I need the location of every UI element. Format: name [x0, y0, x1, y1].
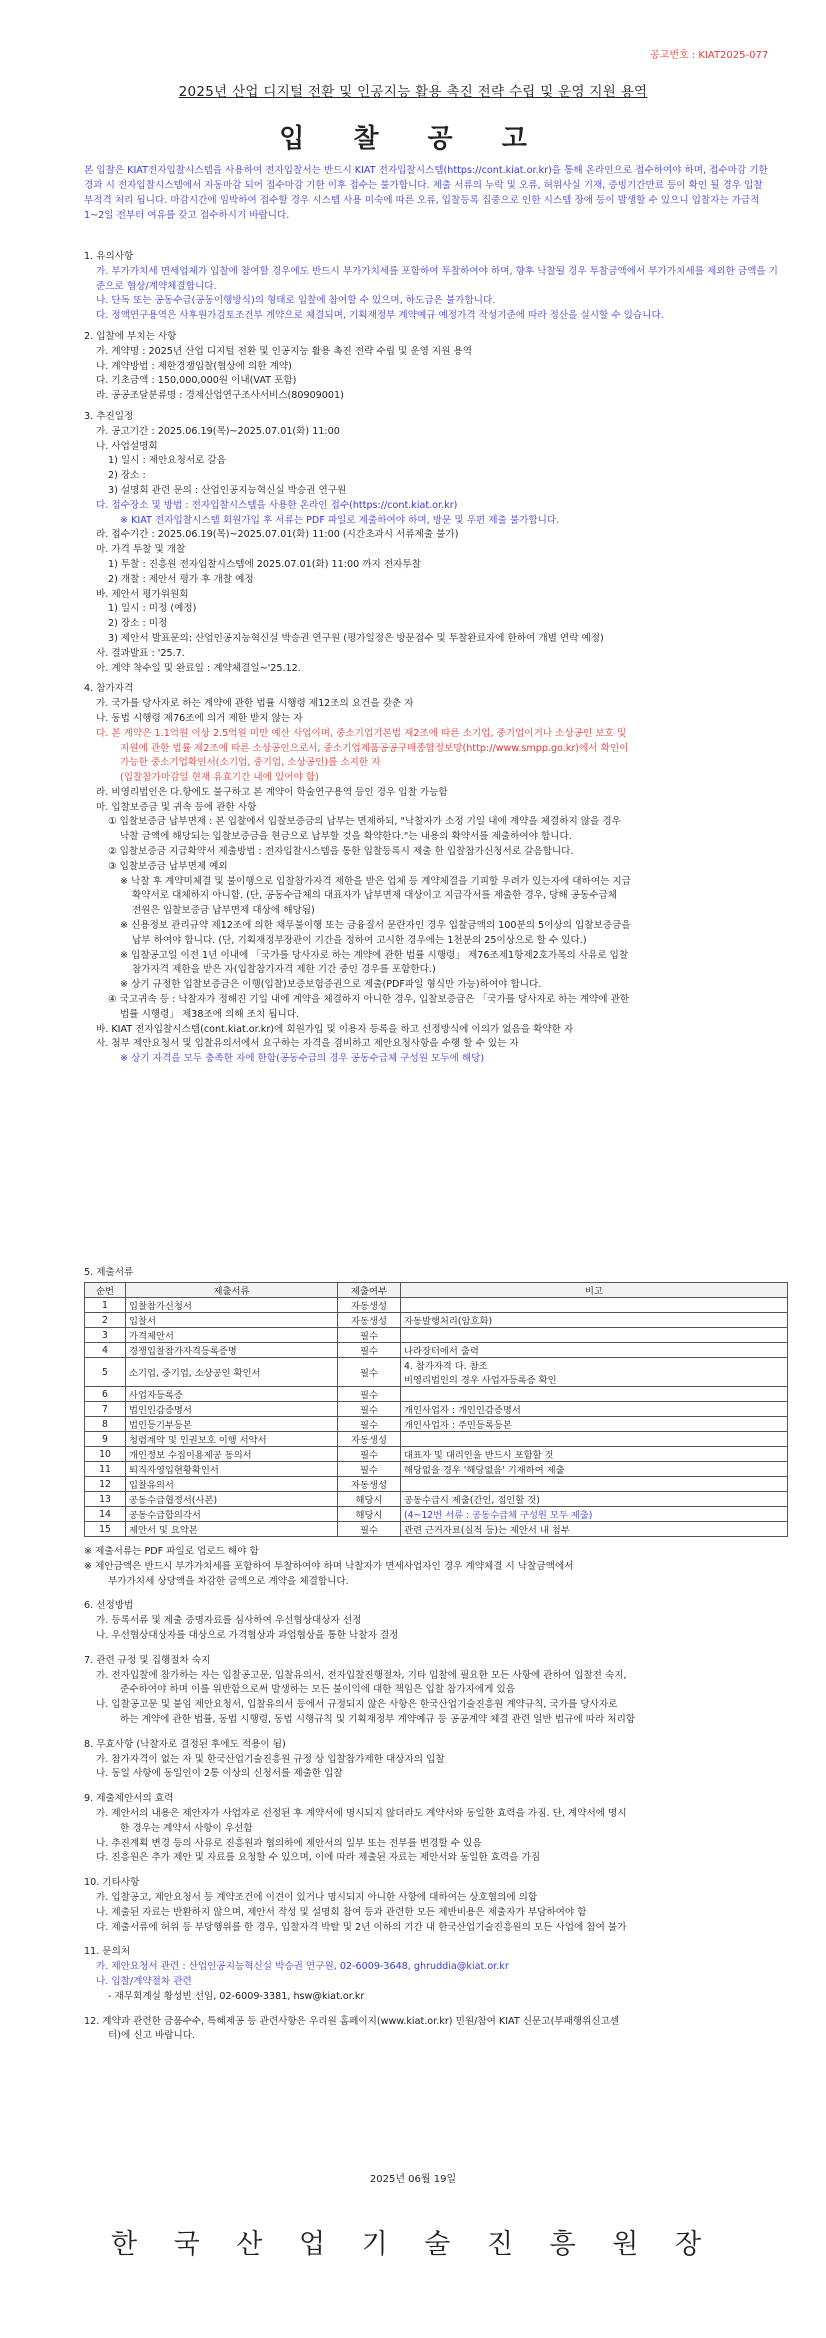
section-item: 나. 동일 사항에 동일인이 2통 이상의 신청서를 제출한 입찰	[96, 1768, 343, 1780]
table-cell: 사업자등록증	[126, 1387, 338, 1402]
section-item: 가. 제안서의 내용은 제안자가 사업자로 선정된 후 계약서에 명시되지 않더라도 계약서와 동일한 효력을 가짐. 단, 계약서에 명시	[96, 1807, 627, 1819]
section-item: 바. KIAT 전자입찰시스템(cont.kiat.or.kr)에 회원가입 및 이용자 등록을 하고 선정방식에 이의가 없음을 확약한 자	[96, 1023, 574, 1035]
table-row	[85, 1447, 788, 1462]
table-cell: 개인사업자 : 개인인감증명서	[401, 1402, 788, 1417]
section-subitem: 1) 일시 : 미정 (예정)	[108, 603, 197, 615]
table-row	[85, 1507, 788, 1522]
issue-date: 2025년 06월 19일	[369, 2174, 457, 2185]
section-heading: 6. 선정방법	[84, 1600, 134, 1612]
table-cell: 15	[85, 1522, 126, 1537]
table-cell: 입찰참가신청서	[126, 1298, 338, 1313]
table-header: 순번	[85, 1283, 126, 1298]
table-cell: 필수	[338, 1462, 401, 1477]
section-heading: 10. 기타사항	[84, 1877, 140, 1889]
section-item: 나. 입찰/계약절차 관련	[96, 1975, 192, 1987]
section-item: 다. 본 계약은 1.1억원 이상 2.5억원 미만 예산 사업이며, 중소기업기본법 제2조에 따른 소기업, 중기업이거나 소상공인 보호 및	[96, 727, 627, 739]
section-item-cont: 한 경우는 계약서 사항이 우선함	[120, 1822, 253, 1834]
section-subitem: 3) 제안서 발표문의: 산업인공지능혁신실 박승권 연구원 (평가일정은 방문접수 및 투찰완료자에 한하여 개별 연락 예정)	[108, 632, 604, 644]
table-cell: 2	[85, 1313, 126, 1328]
section-subitem: 2) 장소 :	[108, 470, 146, 482]
table-row	[85, 1343, 788, 1358]
section-heading: 9. 제출제안서의 효력	[84, 1793, 174, 1805]
section-subitem-cont: 법률 시행령」 제38조에 의해 조치 됩니다.	[120, 1008, 300, 1020]
section-subitem: ② 입찰보증금 지급확약서 제출방법 : 전자입찰시스템을 통한 입찰등록시 제출 한 입찰참가신청서로 갈음합니다.	[108, 846, 574, 858]
table-cell: 자동생성	[338, 1432, 401, 1447]
section-subitem: ④ 국고귀속 등 : 낙찰자가 정해진 기일 내에 계약을 체결하지 아니한 경우, 입찰보증금은 「국가를 당사자로 하는 계약에 관한	[108, 994, 630, 1006]
table-row	[85, 1417, 788, 1432]
table-cell: 개인정보 수집이용제공 동의서	[126, 1447, 338, 1462]
table-cell: 관련 근거자료(실적 등)는 제안서 내 첨부	[401, 1522, 788, 1537]
table-cell: 4. 참가자격 다. 참조 비영리법인의 경우 사업자등록증 확인	[401, 1358, 788, 1387]
section-item: 나. 동법 시행령 제76조에 의거 제한 받지 않는 자	[96, 712, 303, 724]
table-body	[85, 1298, 788, 1537]
table-cell: 해당없을 경우 '해당없음' 기재하여 제출	[401, 1462, 788, 1477]
section-item: 가. 등록서류 및 제출 증명자료를 심사하여 우선협상대상자 선정	[96, 1615, 362, 1627]
table-row	[85, 1462, 788, 1477]
table-cell: 필수	[338, 1358, 401, 1387]
table-cell: 자동생성	[338, 1313, 401, 1328]
section-heading: 11. 문의처	[84, 1946, 131, 1958]
table-row	[85, 1328, 788, 1343]
table-cell	[401, 1298, 788, 1313]
section-item: 마. 입찰보증금 및 귀속 등에 관한 사항	[96, 801, 257, 813]
section-item: 라. 접수기간 : 2025.06.19(목)~2025.07.01(화) 11:00 (시간초과시 서류제출 불가)	[96, 529, 459, 541]
table-cell	[401, 1477, 788, 1492]
section-item: 나. 단독 또는 공동수급(공동이행방식)의 형태로 입찰에 참여할 수 있으며, 하도급은 불가합니다.	[96, 295, 496, 307]
table-cell: 해당시	[338, 1492, 401, 1507]
section-item: 나. 우선협상대상자를 대상으로 가격협상과 과업협상을 통한 낙찰자 결정	[96, 1629, 399, 1641]
table-row	[85, 1313, 788, 1328]
issuer-signature: 한 국 산 업 기 술 진 흥 원 장	[110, 2229, 716, 2260]
table-cell: 공동수급시 제출(간인, 접인할 것)	[401, 1492, 788, 1507]
section-item: 라. 비영리법인은 다.항에도 불구하고 본 계약이 학술연구용역 등인 경우 입찰 가능함	[96, 786, 448, 798]
table-cell: 필수	[338, 1343, 401, 1358]
table-cell: 필수	[338, 1387, 401, 1402]
section-item: 다. 기초금액 : 150,000,000원 이내(VAT 포함)	[96, 375, 297, 387]
page-heading: 입 찰 공 고	[279, 124, 547, 154]
sections-5-12	[84, 1545, 784, 2044]
table-cell: 필수	[338, 1522, 401, 1537]
table-cell: 청렴계약 및 인권보호 이행 서약서	[126, 1432, 338, 1447]
table-cell: 5	[85, 1358, 126, 1387]
table-cell: 제안서 및 요약본	[126, 1522, 338, 1537]
section-heading: 5. 제출서류	[84, 1267, 134, 1278]
section-item: 가. 국가를 당사자로 하는 계약에 관한 법률 시행령 제12조의 요건을 갖춘 자	[96, 698, 414, 710]
table-cell: (4~12번 서류 : 공동수급체 구성원 모두 제출)	[401, 1507, 788, 1522]
table-cell: 11	[85, 1462, 126, 1477]
section-item: 마. 가격 투찰 및 개찰	[96, 544, 186, 556]
section-item: 바. 제안서 평가위원회	[96, 588, 189, 600]
section-note: ※ KIAT 전자입찰시스템 회원가입 후 서류는 PDF 파일로 제출하여야 하며, 방문 및 우편 제출 불가합니다.	[120, 514, 560, 526]
section-note: ※ 신용정보 관리규약 제12조에 의한 채무불이행 또는 금융질서 문란자인 경우 입찰금액의 100분의 5이상의 입찰보증금을	[120, 920, 631, 932]
table-cell: 8	[85, 1417, 126, 1432]
section-subitem: 2) 장소 : 미정	[108, 618, 168, 630]
section-item: 다. 정액연구용역은 사후원가검토조건부 계약으로 체결되며, 기획재정부 계약예규 예정가격 작성기준에 따라 정산을 실시할 수 있습니다.	[96, 310, 664, 322]
section-item: 가. 공고기간 : 2025.06.19(목)~2025.07.01(화) 11:00	[96, 425, 340, 437]
table-cell: 필수	[338, 1328, 401, 1343]
section-note: ※ 입찰공고일 이전 1년 이내에 「국가를 당사자로 하는 계약에 관한 법률 시행령」 제76조제1항제2호가목의 사유로 입찰	[120, 949, 629, 961]
table-cell: 7	[85, 1402, 126, 1417]
table-cell: 자동생성	[338, 1298, 401, 1313]
section-heading: 3. 추진일정	[84, 410, 134, 422]
section-item-cont: 하는 계약에 관한 법률, 동법 시행령, 동법 시행규칙 및 기획재정부 계약예규 등 공공계약 체결 관련 일반 법규에 따라 처리함	[120, 1713, 636, 1725]
section-note-cont: 참가자격 제한을 받은 자(입찰참가자격 제한 기간 중인 경우를 포함한다.)	[132, 964, 436, 976]
table-cell: 소기업, 중기업, 소상공인 확인서	[126, 1358, 338, 1387]
table-cell	[401, 1432, 788, 1447]
table-cell: 가격제안서	[126, 1328, 338, 1343]
section-item: 다. 제출서류에 허위 등 부당행위를 한 경우, 입찰자격 박탈 및 2년 이하의 기간 내 한국산업기술진흥원의 모든 사업에 참여 불가	[96, 1921, 627, 1933]
table-cell: 4	[85, 1343, 126, 1358]
section-subitem: 3) 설명회 관련 문의 : 산업인공지능혁신실 박승권 연구원	[108, 484, 347, 496]
section-note-cont: 납부 하여야 합니다. (단, 기획재정부장관이 기간을 정하여 고시한 경우에는 1천분의 25이상으로 할 수 있다.)	[132, 934, 587, 946]
table-cell	[401, 1387, 788, 1402]
table-cell: 10	[85, 1447, 126, 1462]
table-cell: 퇴직자영입현황확인서	[126, 1462, 338, 1477]
table-header: 제출여부	[338, 1283, 401, 1298]
table-header-row	[85, 1283, 788, 1298]
section-note-cont: 전원은 입찰보증금 납부면제 대상에 해당됨)	[132, 905, 315, 917]
sections-1-4	[84, 250, 784, 1067]
section-item: 나. 제출된 자료는 반환하지 않으며, 제안서 작성 및 설명회 참여 등과 관련한 모든 제반비용은 제출자가 부담하여야 함	[96, 1906, 587, 1918]
table-cell: 대표자 및 대리인을 반드시 포함할 것	[401, 1447, 788, 1462]
table-cell: 법인등기부등본	[126, 1417, 338, 1432]
section-note: ※ 낙찰 후 계약미체결 및 불이행으로 입찰참가자격 제한을 받은 업체 등 계약체결을 기피할 우려가 있는자에 대하여는 지급	[120, 875, 631, 887]
section-note: ※ 제안금액은 반드시 부가가치세를 포함하여 투찰하여야 하며 낙찰자가 면세사업자인 경우 계약체결 시 낙찰금액에서	[84, 1560, 574, 1572]
section-note: ※ 제출서류는 PDF 파일로 업로드 해야 함	[84, 1546, 259, 1557]
section-item: 라. 공공조달분류명 : 경제산업연구조사서비스(80909001)	[96, 390, 344, 402]
section-item: 가. 부가가치세 면세업체가 입찰에 참여할 경우에도 반드시 부가가치세를 포함하여 투찰하여야 하며, 향후 낙찰될 경우 투찰금액에서 부가가치세를 제외한 금액을 기준으로 협상/계약체결합니다.	[96, 265, 778, 292]
section-item: 나. 추진계획 변경 등의 사유로 진흥원과 협의하에 제안서의 일부 또는 전부를 변경할 수 있음	[96, 1837, 482, 1849]
section-subitem: ① 입찰보증금 납부면제 : 본 입찰에서 입찰보증금의 납부는 면제하되, "낙찰자가 소정 기일 내에 계약을 체결하지 않을 경우	[108, 816, 621, 828]
table-cell: 12	[85, 1477, 126, 1492]
table-cell: 1	[85, 1298, 126, 1313]
table-header: 비고	[401, 1283, 788, 1298]
section-item: 가. 전자입찰에 참가하는 자는 입찰공고문, 입찰유의서, 전자입찰진행절차, 기타 입찰에 필요한 모든 사항에 관하여 입찰전 숙지,	[96, 1669, 627, 1681]
section-item: 가. 계약명 : 2025년 산업 디지털 전환 및 인공지능 활용 촉진 전략 수립 및 운영 지원 용역	[96, 345, 473, 357]
section-item: 가. 참가자격이 없는 자 및 한국산업기술진흥원 규정 상 입찰참가제한 대상자의 입찰	[96, 1753, 445, 1765]
section-heading-cont: 터)에 신고 바랍니다.	[108, 2030, 196, 2042]
section-item: 나. 입찰공고문 및 붙임 제안요청서, 입찰유의서 등에서 규정되지 않은 사항은 한국산업기술진흥원 계약규칙, 국가를 당사자로	[96, 1699, 618, 1711]
table-row	[85, 1387, 788, 1402]
section-item-cont: (입찰참가마감일 현재 유효기간 내에 있어야 함)	[120, 772, 319, 784]
section-heading: 2. 입찰에 부치는 사항	[84, 330, 177, 342]
table-cell: 9	[85, 1432, 126, 1447]
intro-paragraph: 본 입찰은 KIAT전자입찰시스템을 사용하여 전자입찰서는 반드시 KIAT 전자입찰시스템(https://cont.kiat.or.kr)을 통해 온라인으로 접수하여야 하며, 접수마감 기한 경과 시 전자입찰시스템에서 자동마감 되어 접수마감 기한 이후 접수는 불가합니다. 제출 서류의 누락 및 오류, 허위사실 기재, 증빙기간만료 등이 확인 될 경우 입찰 부적격 처리 됩니다. 마감시간에 임박하여 접수할 경우 시스템 사용 미숙에 따른 오류, 입찰등록 집중으로 인한 시스템 장애 등이 발생할 수 있으니 입찰자는 가급적 1~2일 전부터 여유를 갖고 접수하시기 바랍니다.	[84, 165, 768, 221]
document-title: 2025년 산업 디지털 전환 및 인공지능 활용 촉진 전략 수립 및 운영 지원 용역	[178, 84, 648, 100]
table-cell: 해당시	[338, 1507, 401, 1522]
section-subitem: 1) 일시 : 제안요청서로 갈음	[108, 455, 226, 467]
table-cell: 6	[85, 1387, 126, 1402]
section-note-cont: 확약서로 대체하지 아니함. (단, 공동수급체의 대표자가 납부면제 대상이고 지급각서를 제출한 경우, 당해 공동수급체	[132, 890, 618, 902]
table-cell: 3	[85, 1328, 126, 1343]
section-item: 나. 계약방법 : 제한경쟁입찰(협상에 의한 계약)	[96, 360, 292, 372]
table-row	[85, 1522, 788, 1537]
section-note: ※ 상기 규정한 입찰보증금은 이행(입찰)보증보험증권으로 제출(PDF파일 형식만 가능)하여야 합니다.	[120, 979, 542, 991]
section-item: 가. 제안요청서 관련 : 산업인공지능혁신실 박승권 연구원, 02-6009-3648, ghruddia@kiat.or.kr	[96, 1961, 509, 1973]
notice-number: 공고번호 : KIAT2025-077	[650, 50, 769, 61]
section-note-cont: 부가가치세 상당액을 차감한 금액으로 계약을 체결합니다.	[108, 1575, 349, 1587]
table-cell: 나라장터에서 출력	[401, 1343, 788, 1358]
section-heading: 1. 유의사항	[84, 251, 134, 262]
section-heading: 8. 무효사항 (낙찰자로 결정된 후에도 적용이 됨)	[84, 1738, 286, 1750]
section-item: 가. 입찰공고, 제안요청서 등 계약조건에 이견이 있거나 명시되지 아니한 사항에 대하여는 상호협의에 의함	[96, 1891, 538, 1903]
section-item: 사. 첨부 제안요청서 및 입찰유의서에서 요구하는 자격을 겸비하고 제안요청사항을 수행 할 수 있는 자	[96, 1038, 519, 1050]
section-heading: 12. 계약과 관련한 금품수수, 특혜제공 등 관련사항은 우리원 홈페이지(www.kiat.or.kr) 민원/참여 KIAT 신문고(부패행위신고센	[84, 2015, 620, 2027]
table-cell: 자동발행처리(암호화)	[401, 1313, 788, 1328]
section-item-cont: 지원에 관한 법률 제2조에 따른 소상공인으로서, 중소기업제품공공구매종합정보망(http://www.smpp.go.kr)에서 확인이	[120, 742, 629, 754]
section-item-cont: 가능한 중소기업확인서(소기업, 중기업, 소상공인)를 소지한 자	[120, 757, 381, 769]
table-row	[85, 1492, 788, 1507]
section-subitem: ③ 입찰보증금 납부면제 예외	[108, 860, 228, 872]
table-cell: 공동수급협정서(사본)	[126, 1492, 338, 1507]
table-cell: 14	[85, 1507, 126, 1522]
table-cell: 법인인감증명서	[126, 1402, 338, 1417]
table-cell	[401, 1328, 788, 1343]
section-item: 나. 사업설명회	[96, 440, 158, 452]
table-cell: 필수	[338, 1402, 401, 1417]
section-subitem: - 재무회계실 황성빈 선임, 02-6009-3381, hsw@kiat.or.kr	[108, 1990, 365, 2002]
table-cell: 13	[85, 1492, 126, 1507]
section-heading: 7. 관련 규정 및 집행절차 숙지	[84, 1654, 211, 1666]
section-item-cont: 준수하여야 하며 이를 위반함으로써 발생하는 모든 불이익에 대한 책임은 입찰 참가자에게 있음	[120, 1684, 515, 1696]
table-header: 제출서류	[126, 1283, 338, 1298]
table-row	[85, 1477, 788, 1492]
section-subitem: 2) 개찰 : 제안서 평가 후 개찰 예정	[108, 573, 254, 585]
table-cell: 자동생성	[338, 1477, 401, 1492]
section-item: 다. 진흥원은 추가 제안 및 자료를 요청할 수 있으며, 이에 따라 제출된 자료는 제안서와 동일한 효력을 가짐	[96, 1852, 541, 1864]
table-row	[85, 1358, 788, 1387]
section-item: 아. 계약 착수일 및 완료일 : 계약체결일~'25.12.	[96, 662, 301, 674]
table-cell: 필수	[338, 1417, 401, 1432]
table-cell: 필수	[338, 1447, 401, 1462]
section-subitem: 1) 투찰 : 진흥원 전자입찰시스템에 2025.07.01(화) 11:00 까지 전자투찰	[108, 558, 421, 570]
section-item: 다. 접수장소 및 방법 : 전자입찰시스템을 사용한 온라인 접수(https://cont.kiat.or.kr)	[96, 499, 458, 511]
table-row	[85, 1402, 788, 1417]
submission-table	[84, 1282, 788, 1537]
table-cell: 개인사업자 : 주민등록등본	[401, 1417, 788, 1432]
section-subitem-cont: 낙찰 금액에 해당되는 입찰보증금을 현금으로 납부할 것을 확약한다."는 내용의 확약서를 제출하여야 합니다.	[120, 831, 572, 843]
table-cell: 경쟁입찰참가자격등록증명	[126, 1343, 338, 1358]
section-item: 사. 결과발표 : '25.7.	[96, 647, 185, 659]
section-heading: 4. 참가자격	[84, 683, 134, 695]
table-cell: 공동수급합의각서	[126, 1507, 338, 1522]
table-row	[85, 1298, 788, 1313]
table-cell: 입찰서	[126, 1313, 338, 1328]
section-5-heading	[84, 1266, 784, 1281]
table-cell: 입찰유의서	[126, 1477, 338, 1492]
section-note: ※ 상기 자격을 모두 충족한 자에 한함(공동수급의 경우 공동수급체 구성원 모두에 해당)	[120, 1053, 485, 1065]
table-row	[85, 1432, 788, 1447]
